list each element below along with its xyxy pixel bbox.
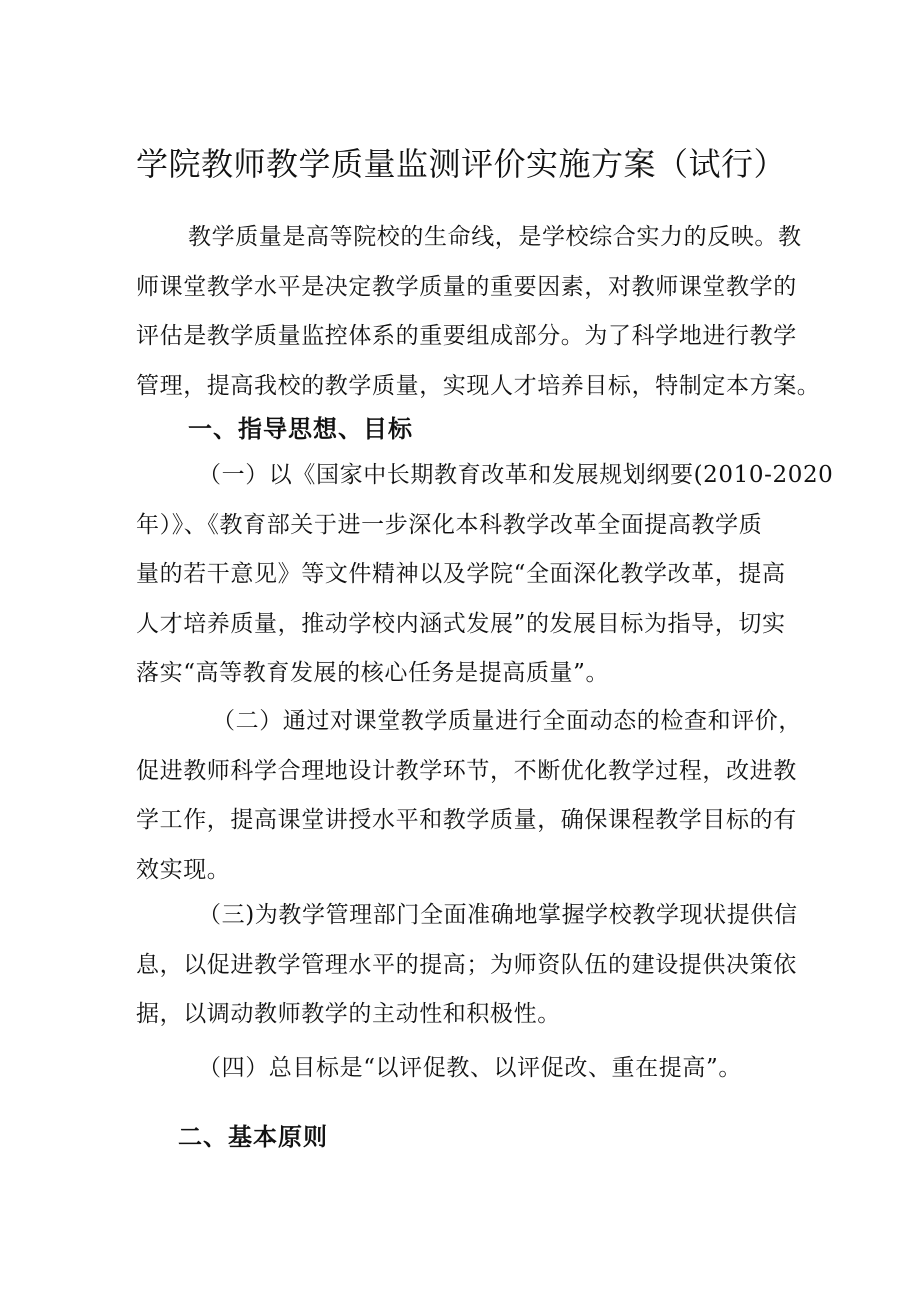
paragraph-line: 学工作，提高课堂讲授水平和教学质量，确保课程教学目标的有 bbox=[136, 807, 797, 834]
paragraph-line: （四）总目标是“以评促教、以评促改、重在提高”。 bbox=[198, 1055, 742, 1081]
paragraph-line: 量的若干意见》等文件精神以及学院“全面深化教学改革，提高 bbox=[136, 561, 786, 588]
paragraph-line: （三)为教学管理部门全面准确地掌握学校教学现状提供信 bbox=[198, 902, 798, 928]
paragraph-line: 年）》、《教育部关于进一步深化本科教学改革全面提高教学质 bbox=[136, 511, 763, 538]
paragraph-line: 评估是教学质量监控体系的重要组成部分。为了科学地进行教学 bbox=[136, 323, 797, 350]
paragraph-line: 人才培养质量，推动学校内涵式发展”的发展目标为指导，切实 bbox=[136, 610, 786, 637]
paragraph-line: （二）通过对课堂教学质量进行全面动态的检查和评价， bbox=[212, 708, 802, 734]
item-four-paragraph bbox=[136, 1055, 796, 1105]
paragraph-line: 据，以调动教师教学的主动性和积极性。 bbox=[136, 1001, 561, 1028]
paragraph-line: 师课堂教学水平是决定教学质量的重要因素，对教师课堂教学的 bbox=[136, 273, 797, 300]
document-title: 学院教师教学质量监测评价实施方案（试行） bbox=[136, 145, 787, 183]
section-heading-basic-principles: 二、基本原则 bbox=[178, 1123, 328, 1151]
section-heading-guiding-principles: 一、指导思想、目标 bbox=[188, 415, 413, 443]
item-one-paragraph bbox=[136, 462, 834, 710]
paragraph-line: 息，以促进教学管理水平的提高；为师资队伍的建设提供决策依 bbox=[136, 951, 797, 978]
item-three-paragraph bbox=[136, 902, 796, 1051]
paragraph-line: 促进教师科学合理地设计教学环节，不断优化教学过程，改进教 bbox=[136, 757, 797, 784]
paragraph-line: 教学质量是高等院校的生命线，是学校综合实力的反映。教 bbox=[188, 224, 802, 250]
paragraph-line: 效实现。 bbox=[136, 856, 231, 883]
paragraph-line: 管理，提高我校的教学质量，实现人才培养目标，特制定本方案。 bbox=[136, 372, 821, 399]
item-two-paragraph bbox=[136, 708, 802, 906]
paragraph-line: （一）以《国家中长期教育改革和发展规划纲要(2010-2020 bbox=[198, 462, 834, 488]
paragraph-line: 落实“高等教育发展的核心任务是提高质量”。 bbox=[136, 660, 610, 687]
intro-paragraph bbox=[136, 224, 821, 422]
